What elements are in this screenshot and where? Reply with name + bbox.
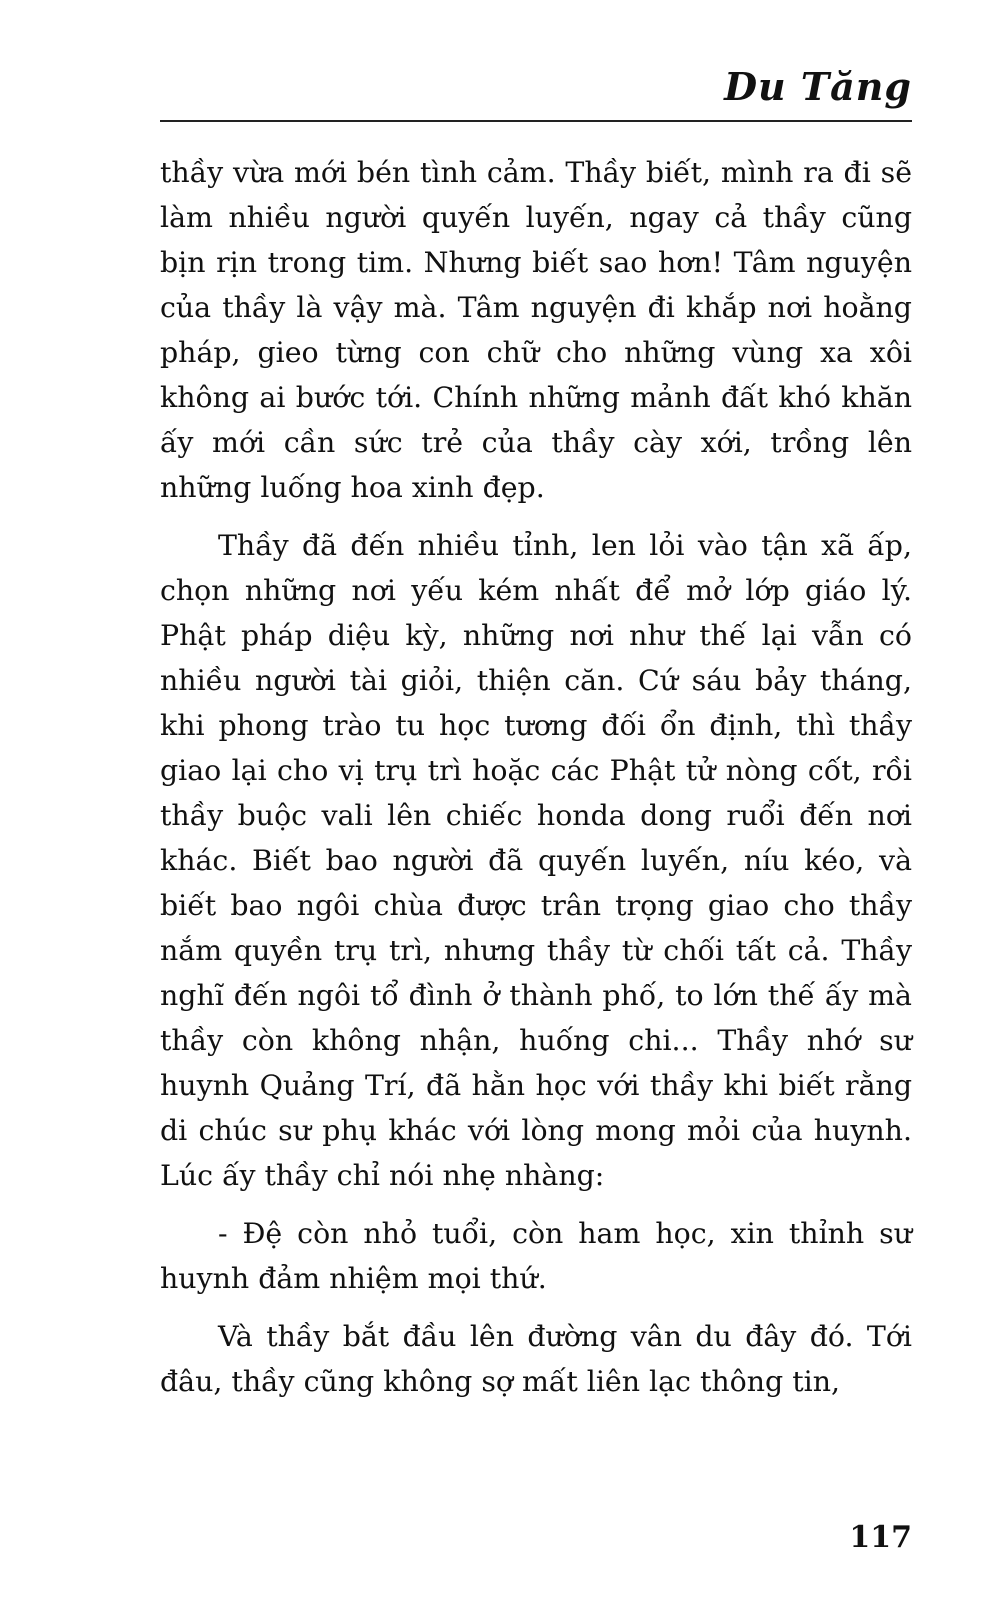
dialogue-line: - Đệ còn nhỏ tuổi, còn ham học, xin thỉnh sư huynh đảm nhiệm mọi thứ. — [160, 1217, 912, 1295]
page-number: 117 — [849, 1520, 912, 1555]
paragraph-1: thầy vừa mới bén tình cảm. Thầy biết, mình ra đi sẽ làm nhiều người quyến luyến, ngay cả thầy cũng bịn rịn trong tim. Nhưng biết sao hơn! Tâm nguyện của thầy là vậy mà. Tâm nguyện đi khắp nơi hoằng pháp, gieo từng con chữ cho những vùng xa xôi không ai bước tới. Chính những mảnh đất khó khăn ấy mới cần sức trẻ của thầy cày xới, trồng lên những luống hoa xinh đẹp. — [160, 156, 912, 504]
running-header-title: Du Tăng — [724, 64, 912, 109]
paragraph-2: Thầy đã đến nhiều tỉnh, len lỏi vào tận xã ấp, chọn những nơi yếu kém nhất để mở lớp giáo lý. Phật pháp diệu kỳ, những nơi như thế lại vẫn có nhiều người tài giỏi, thiện căn. Cứ sáu bảy tháng, khi phong trào tu học tương đối ổn định, thì thầy giao lại cho vị trụ trì hoặc các Phật tử nòng cốt, rồi thầy buộc vali lên chiếc honda dong ruổi đến nơi khác. Biết bao người đã quyến luyến, níu kéo, và biết bao ngôi chùa được trân trọng giao cho thầy nắm quyền trụ trì, nhưng thầy từ chối tất cả. Thầy nghĩ đến ngôi tổ đình ở thành phố, to lớn thế ấy mà thầy còn không nhận, huống chi... Thầy nhớ sư huynh Quảng Trí, đã hằn học với thầy khi biết rằng di chúc sư phụ khác với lòng mong mỏi của huynh. Lúc ấy thầy chỉ nói nhẹ nhàng: — [160, 529, 912, 1192]
page-body — [160, 150, 912, 1417]
header-divider — [160, 120, 912, 122]
paragraph-4: Và thầy bắt đầu lên đường vân du đây đó. Tới đâu, thầy cũng không sợ mất liên lạc thông tin, — [160, 1320, 912, 1398]
